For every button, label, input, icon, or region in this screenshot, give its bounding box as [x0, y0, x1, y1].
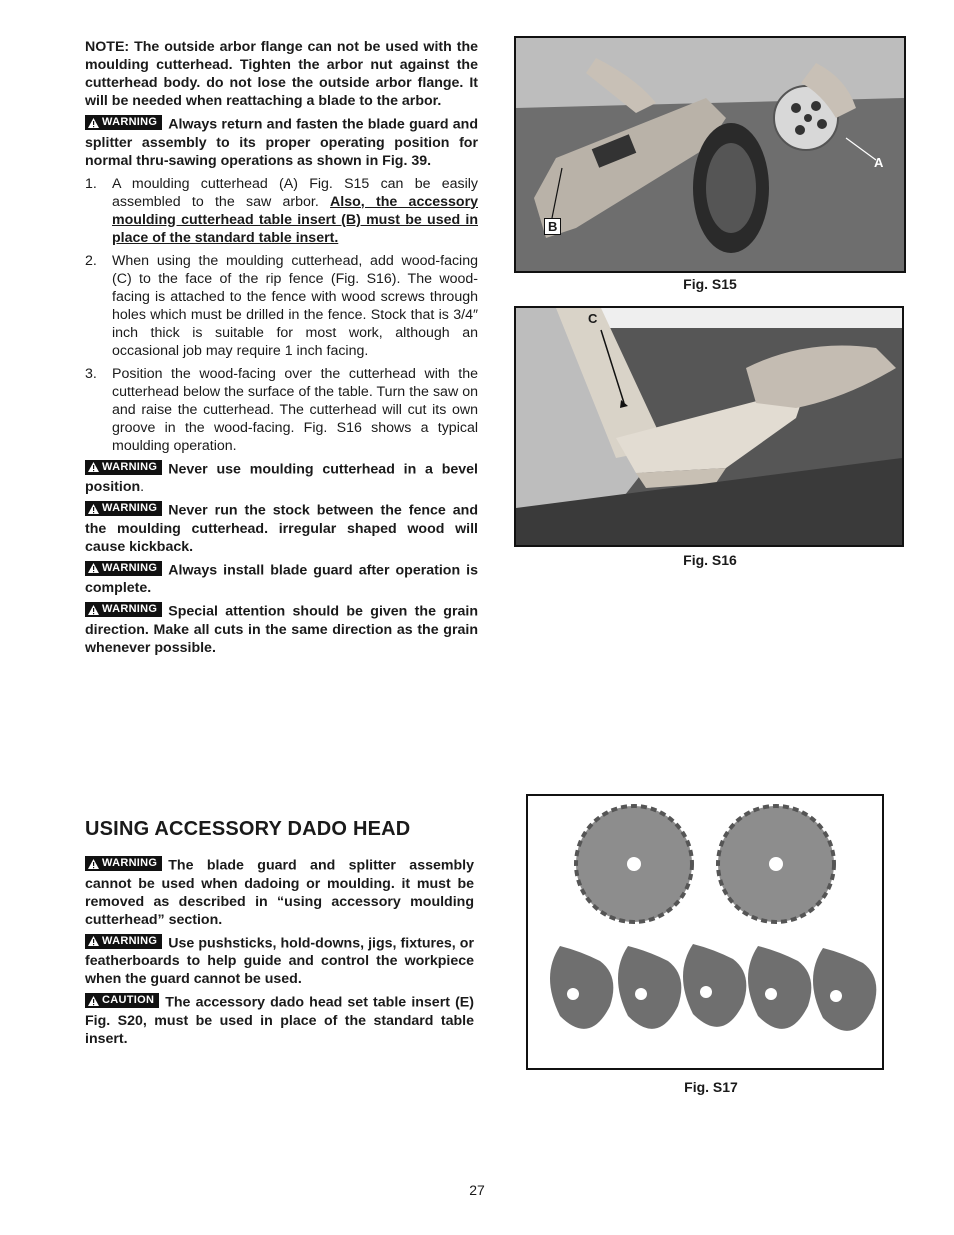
figure-s15-photo: [514, 36, 906, 273]
caution-paragraph: CAUTION The accessory dado head set table insert (E) Fig. S20, must be used in place of the standard table insert.: [85, 994, 474, 1047]
warning-paragraph: WARNING Special attention should be given the grain direction. Make all cuts in the same direction as the grain whenever possible.: [85, 603, 478, 656]
warning-badge: WARNING: [85, 934, 162, 949]
warning-badge: WARNING: [85, 115, 162, 130]
figure-s17-caption: Fig. S17: [684, 1079, 738, 1095]
warning-paragraph: WARNING Never use moulding cutterhead in a bevel position.: [85, 460, 478, 495]
label-a: A: [874, 155, 884, 170]
warning-paragraph: WARNING The blade guard and splitter assembly cannot be used when dadoing or moulding. it must be removed as described in “using accessory moulding cutterhead” section.: [85, 857, 474, 928]
list-item: 1. A moulding cutterhead (A) Fig. S15 can be easily assembled to the saw arbor. Also, the accessory moulding cutterhead table insert (B) must be used in place of the standard table insert.: [85, 175, 478, 246]
warning-triangle-icon: [88, 118, 99, 128]
caution-triangle-icon: [88, 996, 99, 1006]
note-paragraph: NOTE: The outside arbor flange can not be used with the moulding cutterhead. Tighten the arbor nut against the cutterhead body. do not lose the outside arbor flange. It will be needed when reattaching a blade to the arbor.: [85, 39, 478, 109]
warning-paragraph: WARNING Use pushsticks, hold-downs, jigs, fixtures, or featherboards to help guide and control the workpiece when the guard cannot be used.: [85, 934, 474, 987]
figure-s16-photo: [514, 306, 904, 547]
rip-fence-photo-illustration: [516, 308, 902, 545]
section-title: USING ACCESSORY DADO HEAD: [85, 818, 411, 840]
warning-triangle-icon: [88, 936, 99, 946]
list-item: 2. When using the moulding cutterhead, add wood-facing (C) to the face of the rip fence (Fig. S16). The wood-facing is attached to the fence with wood screws through holes which must be drilled in the fence. Stock that is 3/4″ inch thick is suitable for most work, although an occasional job may require 1 inch facing.: [85, 252, 478, 359]
warning-badge: WARNING: [85, 501, 162, 516]
warning-triangle-icon: [88, 859, 99, 869]
warning-triangle-icon: [88, 462, 99, 472]
page-number: 27: [469, 1182, 485, 1198]
dado-instructions: [85, 856, 474, 1053]
warning-badge: WARNING: [85, 561, 162, 576]
warning-badge: WARNING: [85, 460, 162, 475]
caution-badge: CAUTION: [85, 993, 159, 1008]
figure-s17-photo: [526, 794, 884, 1070]
warning-badge: WARNING: [85, 856, 162, 871]
warning-paragraph: WARNING Never run the stock between the fence and the moulding cutterhead. irregular shaped wood will cause kickback.: [85, 502, 478, 555]
warning-paragraph: WARNING Always install blade guard after operation is complete.: [85, 561, 478, 596]
figure-s16-caption: Fig. S16: [683, 552, 737, 568]
saw-blade-icon: [718, 806, 834, 922]
cutterhead-photo-illustration: [516, 38, 904, 271]
warning-triangle-icon: [88, 563, 99, 573]
steps-list: [85, 175, 478, 455]
label-b: B: [544, 218, 561, 235]
instructions-column: [85, 38, 478, 662]
dado-blades-illustration: [528, 796, 882, 1068]
warning-triangle-icon: [88, 605, 99, 615]
warning-badge: WARNING: [85, 602, 162, 617]
figure-s15-caption: Fig. S15: [683, 276, 737, 292]
warning-paragraph: WARNING Always return and fasten the blade guard and splitter assembly to its proper operating position for normal thru-sawing operations as shown in Fig. 39.: [85, 116, 478, 169]
label-c: C: [588, 311, 598, 326]
list-item: 3. Position the wood-facing over the cutterhead with the cutterhead below the surface of the table. Turn the saw on and raise the cutterhead. The cutterhead will cut its own groove in the wood-facing. Fig. S16 shows a typical moulding operation.: [85, 365, 478, 454]
warning-triangle-icon: [88, 504, 99, 514]
saw-blade-icon: [576, 806, 692, 922]
